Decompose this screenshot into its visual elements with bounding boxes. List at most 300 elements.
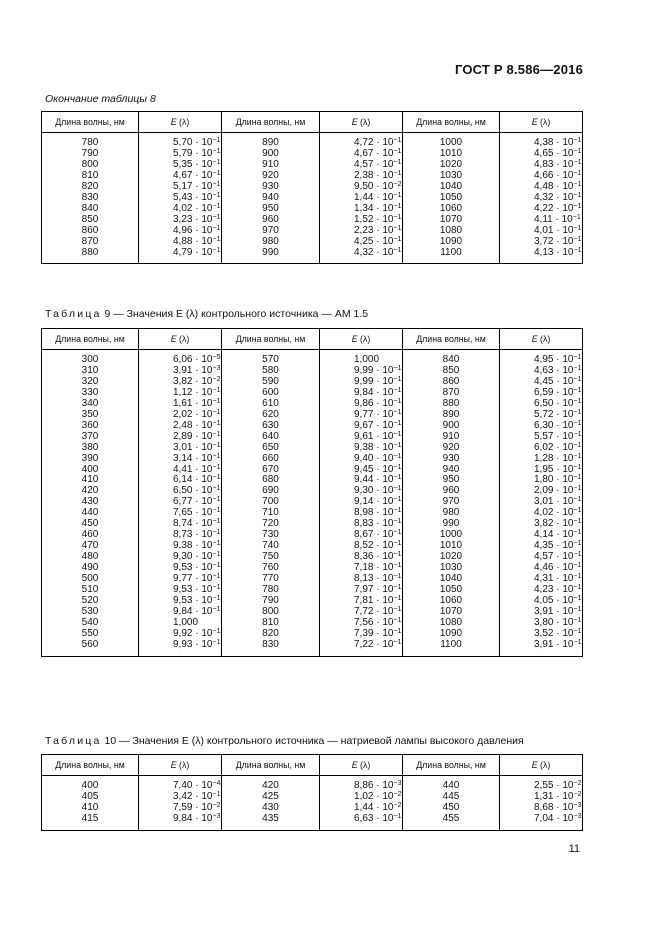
wavelength-cell: 870 xyxy=(42,237,139,248)
table-row xyxy=(42,552,583,563)
wavelength-header: Длина волны, нм xyxy=(403,112,500,133)
irradiance-header xyxy=(139,112,222,133)
wavelength-cell: 400 xyxy=(42,465,139,476)
exponent: −1 xyxy=(573,180,582,188)
table-row xyxy=(42,350,583,366)
exponent: −1 xyxy=(573,419,582,427)
irradiance-argument: (λ) xyxy=(357,760,371,770)
exponent: −1 xyxy=(212,605,221,613)
table-row xyxy=(42,421,583,432)
exponent: −1 xyxy=(393,224,402,232)
wavelength-cell: 670 xyxy=(222,465,320,476)
exponent: −1 xyxy=(393,485,402,493)
table-10-caption xyxy=(45,735,524,747)
exponent: −1 xyxy=(393,364,402,372)
wavelength-cell: 990 xyxy=(222,248,320,264)
exponent: −1 xyxy=(573,584,582,592)
exponent: −1 xyxy=(212,594,221,602)
wavelength-cell: 1040 xyxy=(403,182,500,193)
table-row xyxy=(42,530,583,541)
irradiance-symbol: E xyxy=(351,334,358,344)
exponent: −3 xyxy=(573,812,582,820)
exponent: −3 xyxy=(573,801,582,809)
irradiance-cell: $7,59 \cdot 10^{-2}$ xyxy=(139,803,222,814)
exponent: −1 xyxy=(393,246,402,254)
irradiance-cell: $7,18 \cdot 10^{-1}$ xyxy=(320,563,403,574)
wavelength-cell: 1100 xyxy=(403,248,500,264)
irradiance-cell: $5,57 \cdot 10^{-1}$ xyxy=(500,432,583,443)
irradiance-cell: $2,23 \cdot 10^{-1}$ xyxy=(320,226,403,237)
irradiance-cell: $6,63 \cdot 10^{-1}$ xyxy=(320,814,403,830)
irradiance-cell: $9,53 \cdot 10^{-1}$ xyxy=(139,563,222,574)
irradiance-cell: $3,91 \cdot 10^{-1}$ xyxy=(500,640,583,656)
wavelength-cell: 1060 xyxy=(403,204,500,215)
exponent: −1 xyxy=(573,147,582,155)
irradiance-cell: $9,40 \cdot 10^{-1}$ xyxy=(320,454,403,465)
irradiance-cell: $9,84 \cdot 10^{-1}$ xyxy=(139,607,222,618)
wavelength-cell: 500 xyxy=(42,574,139,585)
irradiance-cell: $4,32 \cdot 10^{-1}$ xyxy=(500,193,583,204)
irradiance-cell: $3,01 \cdot 10^{-1}$ xyxy=(500,497,583,508)
exponent: −1 xyxy=(573,246,582,254)
table-row xyxy=(42,171,583,182)
irradiance-cell: $9,86 \cdot 10^{-1}$ xyxy=(320,399,403,410)
irradiance-cell: $7,97 \cdot 10^{-1}$ xyxy=(320,585,403,596)
exponent: −1 xyxy=(573,463,582,471)
wavelength-cell: 380 xyxy=(42,443,139,454)
irradiance-cell: $3,42 \cdot 10^{-1}$ xyxy=(139,792,222,803)
irradiance-cell: $1,61 \cdot 10^{-1}$ xyxy=(139,399,222,410)
wavelength-cell: 510 xyxy=(42,585,139,596)
irradiance-cell: $4,35 \cdot 10^{-1}$ xyxy=(500,541,583,552)
irradiance-argument: (λ) xyxy=(537,117,551,127)
irradiance-cell: $7,22 \cdot 10^{-1}$ xyxy=(320,640,403,656)
exponent: −5 xyxy=(212,354,221,361)
irradiance-cell: $5,17 \cdot 10^{-1}$ xyxy=(139,182,222,193)
table-row xyxy=(42,182,583,193)
irradiance-cell: $9,93 \cdot 10^{-1}$ xyxy=(139,640,222,656)
irradiance-cell: $8,13 \cdot 10^{-1}$ xyxy=(320,574,403,585)
wavelength-cell: 520 xyxy=(42,596,139,607)
wavelength-cell: 910 xyxy=(403,432,500,443)
caption-text: 9 — Значения E (λ) контрольного источника — АМ 1.5 xyxy=(101,308,369,320)
exponent: −1 xyxy=(393,507,402,515)
irradiance-header xyxy=(500,755,583,776)
irradiance-cell: $9,61 \cdot 10^{-1}$ xyxy=(320,432,403,443)
table-row xyxy=(42,366,583,377)
table-row xyxy=(42,596,583,607)
exponent: −1 xyxy=(212,419,221,427)
irradiance-cell: $6,50 \cdot 10^{-1}$ xyxy=(500,399,583,410)
exponent: −1 xyxy=(573,137,582,144)
exponent: −1 xyxy=(573,158,582,166)
wavelength-cell: 870 xyxy=(403,388,500,399)
irradiance-cell: $8,68 \cdot 10^{-3}$ xyxy=(500,803,583,814)
exponent: −1 xyxy=(212,463,221,471)
table-row xyxy=(42,215,583,226)
irradiance-cell: $3,23 \cdot 10^{-1}$ xyxy=(139,215,222,226)
wavelength-cell: 830 xyxy=(42,193,139,204)
table-row xyxy=(42,629,583,640)
exponent: −1 xyxy=(573,518,582,526)
exponent: −1 xyxy=(393,375,402,383)
wavelength-cell: 435 xyxy=(222,814,320,830)
table-9-am15 xyxy=(41,328,583,657)
irradiance-cell: $4,83 \cdot 10^{-1}$ xyxy=(500,160,583,171)
irradiance-cell: $9,53 \cdot 10^{-1}$ xyxy=(139,585,222,596)
wavelength-cell: 440 xyxy=(42,508,139,519)
irradiance-cell: $9,38 \cdot 10^{-1}$ xyxy=(139,541,222,552)
irradiance-cell: $1,02 \cdot 10^{-2}$ xyxy=(320,792,403,803)
irradiance-cell: 1,000 xyxy=(139,618,222,629)
wavelength-cell: 850 xyxy=(403,366,500,377)
wavelength-cell: 455 xyxy=(403,814,500,830)
exponent: −1 xyxy=(393,540,402,548)
exponent: −1 xyxy=(573,452,582,460)
irradiance-argument: (λ) xyxy=(357,117,371,127)
wavelength-cell: 830 xyxy=(222,640,320,656)
irradiance-cell: $9,99 \cdot 10^{-1}$ xyxy=(320,366,403,377)
wavelength-cell: 300 xyxy=(42,350,139,366)
irradiance-cell: $4,22 \cdot 10^{-1}$ xyxy=(500,204,583,215)
wavelength-cell: 610 xyxy=(222,399,320,410)
table-row xyxy=(42,149,583,160)
irradiance-cell: $9,53 \cdot 10^{-1}$ xyxy=(139,596,222,607)
wavelength-cell: 860 xyxy=(42,226,139,237)
exponent: −1 xyxy=(573,627,582,635)
wavelength-cell: 425 xyxy=(222,792,320,803)
exponent: −1 xyxy=(212,137,221,144)
irradiance-cell: $6,02 \cdot 10^{-1}$ xyxy=(500,443,583,454)
exponent: −1 xyxy=(573,441,582,449)
table-row xyxy=(42,640,583,656)
exponent: −1 xyxy=(393,158,402,166)
table-row xyxy=(42,803,583,814)
table-8-caption xyxy=(45,93,156,105)
exponent: −1 xyxy=(393,441,402,449)
wavelength-cell: 490 xyxy=(42,563,139,574)
irradiance-cell: $4,65 \cdot 10^{-1}$ xyxy=(500,149,583,160)
irradiance-cell: $4,02 \cdot 10^{-1}$ xyxy=(500,508,583,519)
wavelength-cell: 480 xyxy=(42,552,139,563)
exponent: −1 xyxy=(212,397,221,405)
wavelength-cell: 930 xyxy=(222,182,320,193)
exponent: −1 xyxy=(393,169,402,177)
irradiance-cell: $6,30 \cdot 10^{-1}$ xyxy=(500,421,583,432)
wavelength-cell: 630 xyxy=(222,421,320,432)
irradiance-cell: $4,31 \cdot 10^{-1}$ xyxy=(500,574,583,585)
exponent: −1 xyxy=(573,485,582,493)
irradiance-cell: $7,04 \cdot 10^{-3}$ xyxy=(500,814,583,830)
table-row xyxy=(42,574,583,585)
wavelength-cell: 540 xyxy=(42,618,139,629)
wavelength-cell: 1010 xyxy=(403,149,500,160)
wavelength-cell: 940 xyxy=(403,465,500,476)
exponent: −1 xyxy=(573,616,582,624)
wavelength-cell: 340 xyxy=(42,399,139,410)
irradiance-symbol: E xyxy=(531,117,538,127)
exponent: −2 xyxy=(393,801,402,809)
exponent: −1 xyxy=(393,616,402,624)
irradiance-cell: $4,67 \cdot 10^{-1}$ xyxy=(139,171,222,182)
wavelength-cell: 970 xyxy=(403,497,500,508)
exponent: −2 xyxy=(212,375,221,383)
exponent: −1 xyxy=(393,191,402,199)
exponent: −1 xyxy=(573,202,582,210)
exponent: −1 xyxy=(212,529,221,537)
exponent: −1 xyxy=(212,191,221,199)
irradiance-cell: $3,01 \cdot 10^{-1}$ xyxy=(139,443,222,454)
wavelength-cell: 600 xyxy=(222,388,320,399)
exponent: −1 xyxy=(212,507,221,515)
wavelength-cell: 810 xyxy=(222,618,320,629)
exponent: −1 xyxy=(212,408,221,416)
table-row xyxy=(42,377,583,388)
exponent: −1 xyxy=(573,364,582,372)
wavelength-cell: 770 xyxy=(222,574,320,585)
exponent: −1 xyxy=(393,213,402,221)
wavelength-cell: 1100 xyxy=(403,640,500,656)
exponent: −1 xyxy=(212,147,221,155)
exponent: −2 xyxy=(573,790,582,798)
wavelength-cell: 790 xyxy=(222,596,320,607)
wavelength-header: Длина волны, нм xyxy=(42,112,139,133)
wavelength-cell: 880 xyxy=(42,248,139,264)
exponent: −1 xyxy=(393,551,402,559)
wavelength-cell: 415 xyxy=(42,814,139,830)
wavelength-cell: 950 xyxy=(222,204,320,215)
wavelength-cell: 430 xyxy=(222,803,320,814)
exponent: −1 xyxy=(393,605,402,613)
wavelength-cell: 445 xyxy=(403,792,500,803)
table-row xyxy=(42,226,583,237)
irradiance-cell: $5,43 \cdot 10^{-1}$ xyxy=(139,193,222,204)
irradiance-argument: (λ) xyxy=(537,760,551,770)
table-row xyxy=(42,248,583,264)
wavelength-cell: 440 xyxy=(403,776,500,792)
irradiance-cell: $1,52 \cdot 10^{-1}$ xyxy=(320,215,403,226)
irradiance-cell: $4,88 \cdot 10^{-1}$ xyxy=(139,237,222,248)
irradiance-cell: $9,30 \cdot 10^{-1}$ xyxy=(139,552,222,563)
irradiance-cell: $4,32 \cdot 10^{-1}$ xyxy=(320,248,403,264)
exponent: −1 xyxy=(212,452,221,460)
irradiance-cell: $4,45 \cdot 10^{-1}$ xyxy=(500,377,583,388)
exponent: −1 xyxy=(212,562,221,570)
exponent: −1 xyxy=(393,562,402,570)
wavelength-cell: 410 xyxy=(42,803,139,814)
table-row xyxy=(42,508,583,519)
exponent: −1 xyxy=(573,397,582,405)
exponent: −1 xyxy=(393,584,402,592)
table-row xyxy=(42,388,583,399)
table-row xyxy=(42,443,583,454)
standard-designation: ГОСТ Р 8.586—2016 xyxy=(454,62,583,77)
caption-text: 10 — Значения E (λ) контрольного источника — натриевой лампы высокого давления xyxy=(101,735,524,747)
wavelength-cell: 405 xyxy=(42,792,139,803)
wavelength-cell: 640 xyxy=(222,432,320,443)
wavelength-cell: 1010 xyxy=(403,541,500,552)
irradiance-cell: $4,02 \cdot 10^{-1}$ xyxy=(139,204,222,215)
irradiance-cell: $1,44 \cdot 10^{-2}$ xyxy=(320,803,403,814)
wavelength-cell: 1060 xyxy=(403,596,500,607)
wavelength-cell: 430 xyxy=(42,497,139,508)
wavelength-cell: 1040 xyxy=(403,574,500,585)
irradiance-cell: $8,67 \cdot 10^{-1}$ xyxy=(320,530,403,541)
table-row xyxy=(42,776,583,792)
wavelength-cell: 570 xyxy=(222,350,320,366)
exponent: −1 xyxy=(393,594,402,602)
exponent: −1 xyxy=(212,474,221,482)
exponent: −1 xyxy=(573,430,582,438)
exponent: −1 xyxy=(212,180,221,188)
table-row xyxy=(42,237,583,248)
irradiance-header xyxy=(139,755,222,776)
exponent: −1 xyxy=(573,507,582,515)
irradiance-cell: $1,80 \cdot 10^{-1}$ xyxy=(500,475,583,486)
exponent: −1 xyxy=(393,397,402,405)
wavelength-cell: 950 xyxy=(403,475,500,486)
irradiance-cell: $1,95 \cdot 10^{-1}$ xyxy=(500,465,583,476)
wavelength-cell: 920 xyxy=(222,171,320,182)
wavelength-cell: 400 xyxy=(42,776,139,792)
irradiance-cell: $9,44 \cdot 10^{-1}$ xyxy=(320,475,403,486)
irradiance-cell: $7,72 \cdot 10^{-1}$ xyxy=(320,607,403,618)
wavelength-cell: 740 xyxy=(222,541,320,552)
wavelength-header: Длина волны, нм xyxy=(222,112,320,133)
irradiance-cell: $4,57 \cdot 10^{-1}$ xyxy=(500,552,583,563)
table-row xyxy=(42,618,583,629)
exponent: −1 xyxy=(212,224,221,232)
exponent: −1 xyxy=(393,812,402,820)
wavelength-cell: 680 xyxy=(222,475,320,486)
exponent: −1 xyxy=(393,518,402,526)
irradiance-cell: $5,70 \cdot 10^{-1}$ xyxy=(139,133,222,149)
irradiance-cell: $4,05 \cdot 10^{-1}$ xyxy=(500,596,583,607)
irradiance-cell: $4,25 \cdot 10^{-1}$ xyxy=(320,237,403,248)
exponent: −1 xyxy=(393,627,402,635)
exponent: −1 xyxy=(212,430,221,438)
irradiance-cell: $7,65 \cdot 10^{-1}$ xyxy=(139,508,222,519)
exponent: −1 xyxy=(573,605,582,613)
irradiance-cell: $7,56 \cdot 10^{-1}$ xyxy=(320,618,403,629)
irradiance-cell: $1,28 \cdot 10^{-1}$ xyxy=(500,454,583,465)
exponent: −1 xyxy=(212,496,221,504)
irradiance-cell: $4,23 \cdot 10^{-1}$ xyxy=(500,585,583,596)
irradiance-cell: $8,74 \cdot 10^{-1}$ xyxy=(139,519,222,530)
irradiance-cell: $4,72 \cdot 10^{-1}$ xyxy=(320,133,403,149)
wavelength-cell: 820 xyxy=(222,629,320,640)
exponent: −1 xyxy=(212,235,221,243)
wavelength-cell: 890 xyxy=(222,133,320,149)
wavelength-cell: 560 xyxy=(42,640,139,656)
table-row xyxy=(42,541,583,552)
irradiance-cell: $8,86 \cdot 10^{-3}$ xyxy=(320,776,403,792)
table-row xyxy=(42,465,583,476)
wavelength-cell: 750 xyxy=(222,552,320,563)
exponent: −1 xyxy=(573,169,582,177)
irradiance-argument: (λ) xyxy=(176,117,190,127)
wavelength-cell: 800 xyxy=(222,607,320,618)
wavelength-cell: 620 xyxy=(222,410,320,421)
wavelength-cell: 760 xyxy=(222,563,320,574)
irradiance-cell: $9,77 \cdot 10^{-1}$ xyxy=(320,410,403,421)
irradiance-cell: $8,36 \cdot 10^{-1}$ xyxy=(320,552,403,563)
irradiance-argument: (λ) xyxy=(357,334,371,344)
irradiance-cell: $7,39 \cdot 10^{-1}$ xyxy=(320,629,403,640)
wavelength-cell: 840 xyxy=(403,350,500,366)
irradiance-cell: $3,80 \cdot 10^{-1}$ xyxy=(500,618,583,629)
wavelength-cell: 660 xyxy=(222,454,320,465)
table-row xyxy=(42,792,583,803)
exponent: −1 xyxy=(212,638,221,646)
wavelength-cell: 690 xyxy=(222,486,320,497)
wavelength-cell: 470 xyxy=(42,541,139,552)
irradiance-cell: $9,84 \cdot 10^{-3}$ xyxy=(139,814,222,830)
wavelength-cell: 970 xyxy=(222,226,320,237)
irradiance-cell: $4,79 \cdot 10^{-1}$ xyxy=(139,248,222,264)
exponent: −1 xyxy=(572,213,581,221)
caption-label: Таблица xyxy=(45,735,102,747)
wavelength-cell: 780 xyxy=(42,133,139,149)
irradiance-cell: $3,82 \cdot 10^{-2}$ xyxy=(139,377,222,388)
irradiance-cell: $6,06 \cdot 10^{-5}$ xyxy=(139,350,222,366)
exponent: −1 xyxy=(393,430,402,438)
table-row xyxy=(42,585,583,596)
irradiance-cell: $9,38 \cdot 10^{-1}$ xyxy=(320,443,403,454)
wavelength-header: Длина волны, нм xyxy=(403,329,500,350)
irradiance-cell: $4,41 \cdot 10^{-1}$ xyxy=(139,465,222,476)
irradiance-cell: $6,50 \cdot 10^{-1}$ xyxy=(139,486,222,497)
table-row xyxy=(42,563,583,574)
irradiance-cell: $2,09 \cdot 10^{-1}$ xyxy=(500,486,583,497)
wavelength-cell: 900 xyxy=(403,421,500,432)
irradiance-header xyxy=(139,329,222,350)
table-row xyxy=(42,193,583,204)
wavelength-cell: 530 xyxy=(42,607,139,618)
table-row xyxy=(42,204,583,215)
exponent: −1 xyxy=(573,529,582,537)
wavelength-cell: 820 xyxy=(42,182,139,193)
exponent: −1 xyxy=(573,224,582,232)
exponent: −1 xyxy=(573,354,582,361)
irradiance-cell: $4,67 \cdot 10^{-1}$ xyxy=(320,149,403,160)
exponent: −1 xyxy=(212,518,221,526)
exponent: −1 xyxy=(393,419,402,427)
exponent: −1 xyxy=(393,638,402,646)
irradiance-cell: $9,84 \cdot 10^{-1}$ xyxy=(320,388,403,399)
irradiance-cell: $7,81 \cdot 10^{-1}$ xyxy=(320,596,403,607)
table-row xyxy=(42,399,583,410)
irradiance-cell: $3,52 \cdot 10^{-1}$ xyxy=(500,629,583,640)
irradiance-cell: $2,38 \cdot 10^{-1}$ xyxy=(320,171,403,182)
exponent: −1 xyxy=(393,573,402,581)
wavelength-cell: 1080 xyxy=(403,618,500,629)
caption-text: Окончание таблицы 8 xyxy=(45,93,156,105)
exponent: −1 xyxy=(212,584,221,592)
exponent: −1 xyxy=(212,386,221,394)
wavelength-cell: 880 xyxy=(403,399,500,410)
irradiance-symbol: E xyxy=(531,760,538,770)
wavelength-cell: 710 xyxy=(222,508,320,519)
exponent: −1 xyxy=(573,375,582,383)
wavelength-cell: 790 xyxy=(42,149,139,160)
exponent: −1 xyxy=(212,485,221,493)
wavelength-cell: 720 xyxy=(222,519,320,530)
wavelength-cell: 1080 xyxy=(403,226,500,237)
exponent: −1 xyxy=(573,638,582,646)
wavelength-cell: 1020 xyxy=(403,552,500,563)
wavelength-cell: 1050 xyxy=(403,585,500,596)
